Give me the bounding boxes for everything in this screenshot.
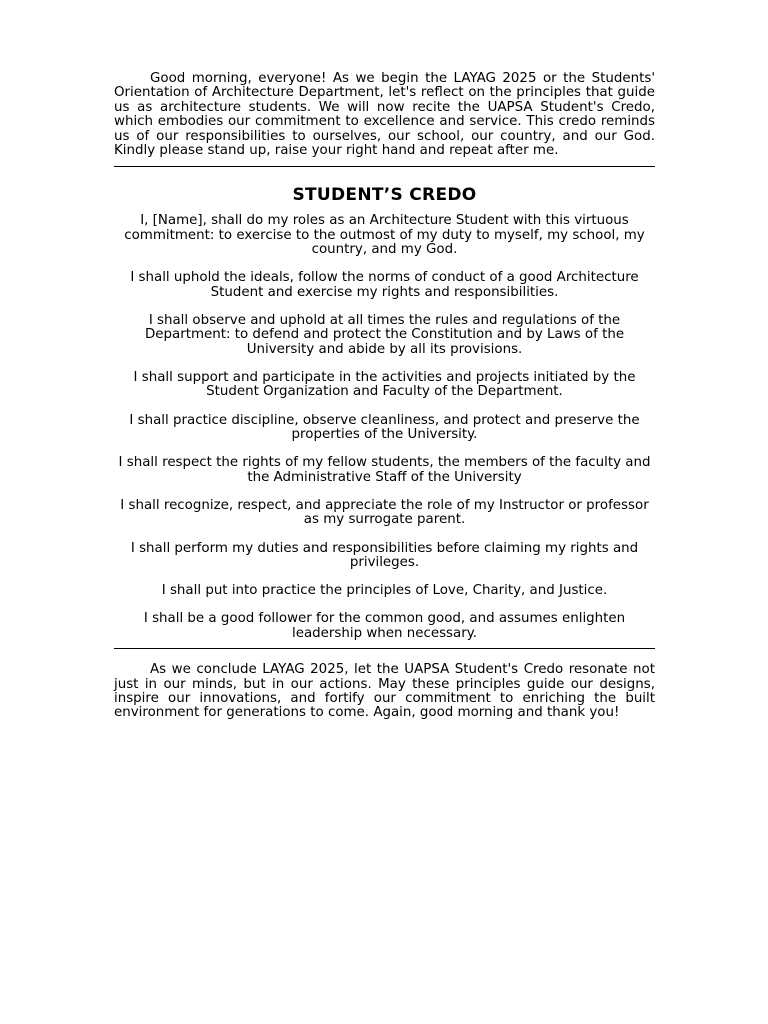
credo-item: I shall observe and uphold at all times the rules and regulations of the Department: to defend and protect the Constitution and by Laws of the University and abide by all its provisions. [144, 313, 625, 357]
credo-item: I shall perform my duties and responsibilities before claiming my rights and privileges. [130, 540, 639, 570]
credo-item: I shall put into practice the principles of Love, Charity, and Justice. [161, 583, 608, 599]
intro-paragraph: Good morning, everyone! As we begin the LAYAG 2025 or the Students' Orientation of Architecture Department, let's reflect on the principles that guide us as architecture students. We will now recite the UAPSA Student's Credo, which embodies our commitment to excellence and service. This credo reminds us of our responsibilities to ourselves, our school, our country, and our God. Kindly please stand up, raise your right hand and repeat after me. [114, 71, 655, 159]
credo-item: I shall support and participate in the activities and projects initiated by the Student Organization and Faculty of the Department. [133, 370, 636, 400]
credo-item: I shall recognize, respect, and appreciate the role of my Instructor or professor as my surrogate parent. [120, 497, 649, 528]
document-page [114, 72, 655, 721]
credo-list [114, 214, 655, 641]
credo-item: I shall be a good follower for the common good, and assumes enlighten leadership when necessary. [143, 611, 626, 641]
credo-title: STUDENT’S CREDO [292, 185, 477, 206]
credo-item: I shall uphold the ideals, follow the norms of conduct of a good Architecture Student and exercise my rights and responsibilities. [130, 270, 639, 300]
bottom-divider [114, 648, 655, 649]
closing-paragraph: As we conclude LAYAG 2025, let the UAPSA Student's Credo resonate not just in our minds, but in our actions. May these principles guide our designs, inspire our innovations, and fortify our commitment to enriching the built environment for generations to come. Again, good morning and thank you! [114, 662, 655, 721]
credo-item: I shall practice discipline, observe cleanliness, and protect and preserve the properties of the University. [129, 412, 640, 443]
top-divider [114, 166, 655, 167]
credo-item: I, [Name], shall do my roles as an Architecture Student with this virtuous commitment: to exercise to the outmost of my duty to myself, my school, my country, and my God. [124, 213, 645, 258]
credo-item: I shall respect the rights of my fellow students, the members of the faculty and the Administrative Staff of the University [118, 455, 651, 485]
